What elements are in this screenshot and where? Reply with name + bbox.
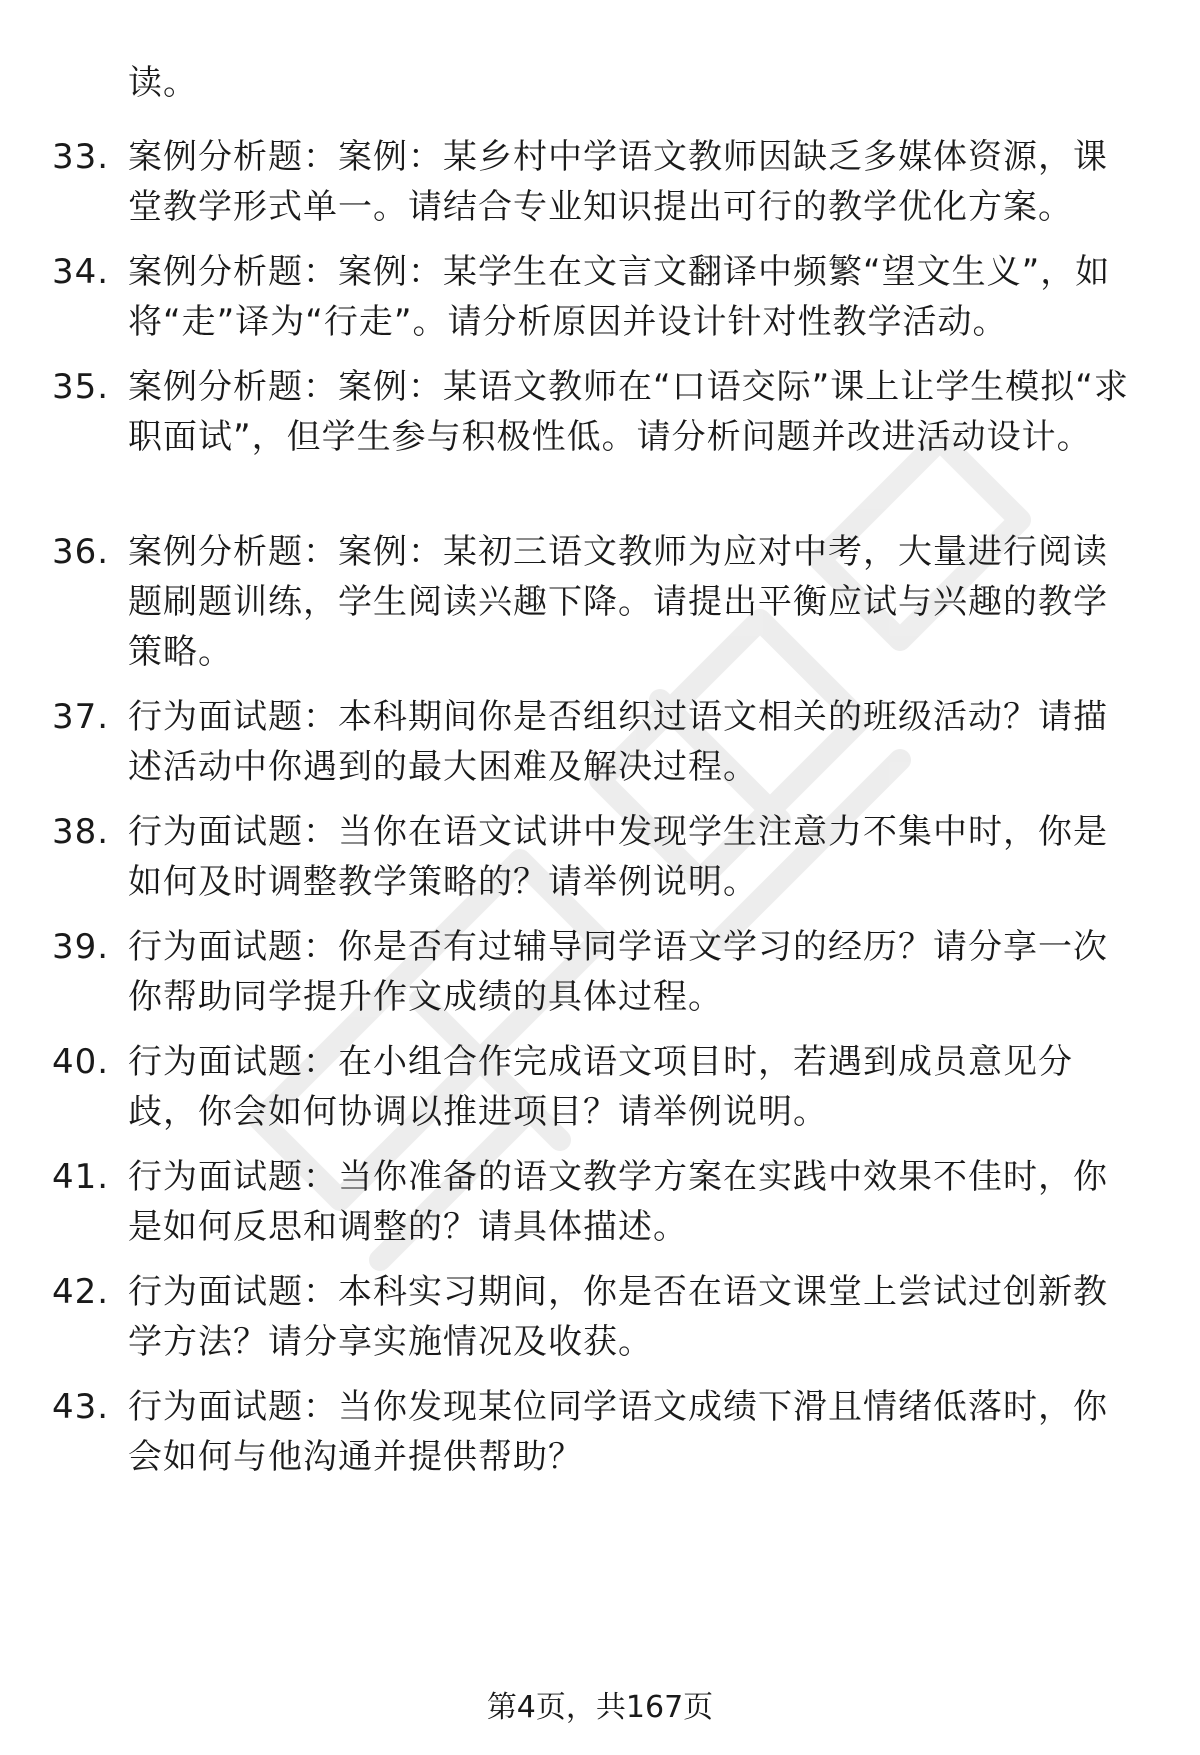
question-number: 35. <box>52 367 110 407</box>
question-number: 39. <box>52 927 110 967</box>
question-number: 43. <box>52 1387 110 1427</box>
question-text: 行为面试题：在小组合作完成语文项目时，若遇到成员意见分歧，你会如何协调以推进项目？请举例说明。 <box>128 1042 1073 1132</box>
question-text: 行为面试题：本科实习期间，你是否在语文课堂上尝试过创新教学方法？请分享实施情况及收获。 <box>128 1272 1108 1362</box>
carryover-text: 读。 <box>128 63 198 103</box>
question-number: 41. <box>52 1157 110 1197</box>
question-text: 案例分析题：案例：某学生在文言文翻译中频繁“望文生义”，如将“走”译为“行走”。请分析原因并设计针对性教学活动。 <box>128 252 1111 342</box>
question-number: 36. <box>52 532 110 572</box>
question-text: 行为面试题：当你在语文试讲中发现学生注意力不集中时，你是如何及时调整教学策略的？请举例说明。 <box>128 812 1108 902</box>
question-text: 行为面试题：本科期间你是否组织过语文相关的班级活动？请描述活动中你遇到的最大困难及解决过程。 <box>128 697 1108 787</box>
question-number: 34. <box>52 252 110 292</box>
question-number: 40. <box>52 1042 110 1082</box>
question-text: 行为面试题：当你发现某位同学语文成绩下滑且情绪低落时，你会如何与他沟通并提供帮助？ <box>128 1387 1108 1477</box>
question-text: 行为面试题：你是否有过辅导同学语文学习的经历？请分享一次你帮助同学提升作文成绩的具体过程。 <box>128 927 1108 1017</box>
question-text: 案例分析题：案例：某初三语文教师为应对中考，大量进行阅读题刷题训练，学生阅读兴趣下降。请提出平衡应试与兴趣的教学策略。 <box>128 532 1108 672</box>
question-text: 案例分析题：案例：某语文教师在“口语交际”课上让学生模拟“求职面试”，但学生参与积极性低。请分析问题并改进活动设计。 <box>128 367 1129 457</box>
question-number: 38. <box>52 812 110 852</box>
question-text: 行为面试题：当你准备的语文教学方案在实践中效果不佳时，你是如何反思和调整的？请具体描述。 <box>128 1157 1108 1247</box>
question-number: 33. <box>52 137 110 177</box>
question-text: 案例分析题：案例：某乡村中学语文教师因缺乏多媒体资源，课堂教学形式单一。请结合专业知识提出可行的教学优化方案。 <box>128 137 1108 227</box>
question-number: 42. <box>52 1272 110 1312</box>
page-footer: 第4页，共167页 <box>486 1690 714 1725</box>
question-number: 37. <box>52 697 110 737</box>
